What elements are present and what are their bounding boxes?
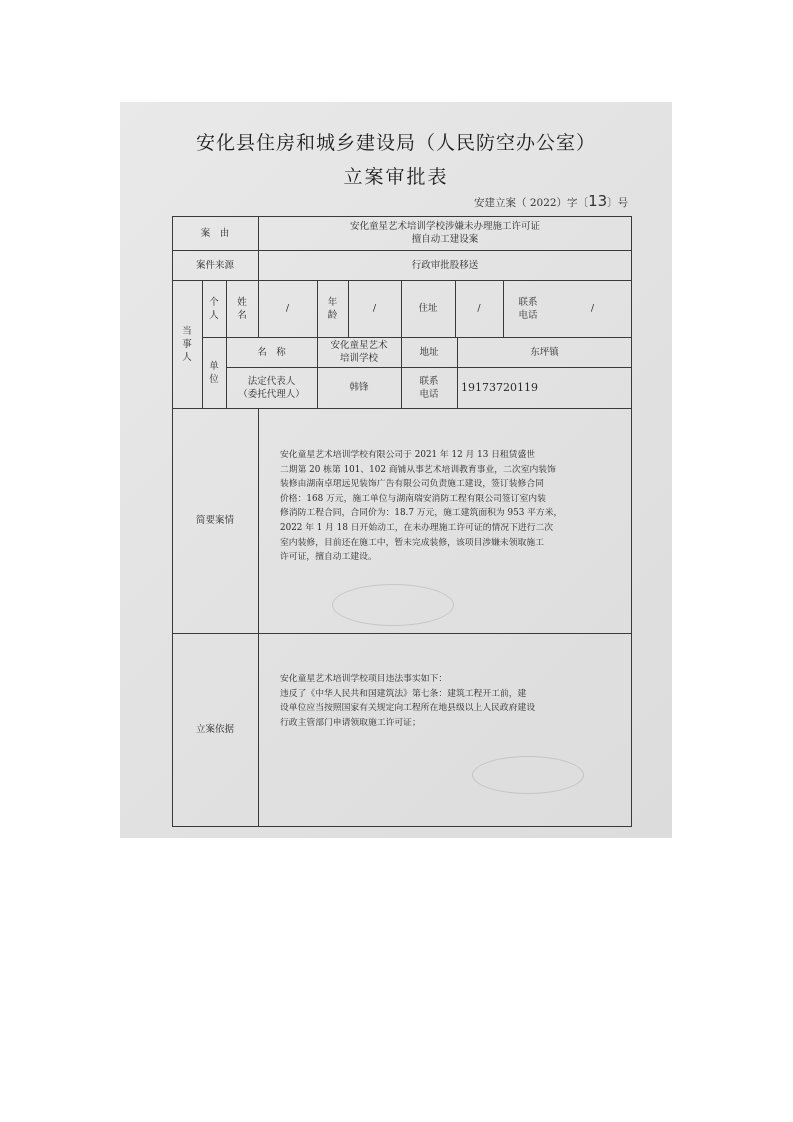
legal-rep-value: 韩锋 (349, 382, 369, 393)
approval-form-table (172, 216, 632, 828)
unit-phone-label-line-2: 电话 (419, 388, 439, 400)
name-value: / (285, 303, 290, 314)
age-label (317, 280, 348, 337)
address-value: / (477, 303, 481, 314)
case-source-value: 行政审批股移送 (411, 259, 479, 271)
party-label (172, 280, 202, 408)
unit-address-value: 东坪镇 (530, 346, 559, 358)
phone-label (503, 280, 553, 337)
legal-rep-label-line-1: 法定代表人 (247, 375, 296, 387)
summary-text: 安化童星艺术培训学校有限公司于 2021 年 12 月 13 日租赁盛世 二期第 20 栋第 101、102 商铺从事艺术培训教育事业，二次室内装饰 装修由湖南卓珺远见装饰广告有限公司负责施工建设，签订装修合同 价格：168 万元，施工单位与湖南瑞安消防工程有限公司签订室内装 修消防工程合同，合同价为：18.7 万元，施工建筑面积为 953 平方米， 2022 年 1 月 18 日开始动工，在未办理施工许可证的情况下进行二次 室内装修，目前还在施工中，暂未完成装修，该项目涉嫌未领取施工 许可证，擅自动工建设。 (280, 450, 563, 563)
basis-label: 立案依据 (195, 724, 234, 735)
age-label-char-1: 年 (327, 296, 338, 308)
party-label-char-3: 人 (182, 351, 192, 363)
individual-label (202, 280, 226, 337)
case-reason-line-2: 擅自动工建设案 (411, 234, 479, 245)
individual-label-char-2: 人 (209, 309, 219, 321)
phone-label-line-1: 联系 (518, 296, 538, 308)
age-value: / (372, 303, 377, 314)
unit-label-char-2: 位 (209, 373, 219, 385)
name-label (226, 280, 258, 337)
legal-rep-label (226, 367, 317, 408)
unit-label-char-1: 单 (209, 360, 219, 372)
unit-name-line-1: 安化童星艺术 (330, 340, 388, 351)
case-reason-label: 案 由 (200, 227, 230, 239)
summary-label: 简要案情 (195, 515, 234, 526)
document-photo (120, 102, 672, 838)
phone-label-line-2: 电话 (518, 309, 538, 321)
document-subtitle: 立案审批表 (343, 166, 449, 188)
unit-name-value (317, 337, 401, 367)
legal-rep-label-line-2: （委托代理人） (238, 388, 305, 400)
phone-value: / (590, 303, 595, 314)
unit-name-line-2: 培训学校 (339, 353, 378, 364)
case-reason-value (258, 216, 632, 250)
unit-name-label: 名 称 (257, 346, 286, 358)
case-number: 13 (588, 192, 608, 210)
unit-address-label: 地址 (419, 346, 439, 358)
party-label-char-1: 当 (182, 325, 192, 337)
unit-phone-value: 19173720119 (461, 381, 538, 394)
case-reason-line-1: 安化童星艺术培训学校涉嫌未办理施工许可证 (349, 221, 540, 232)
case-number-line (474, 192, 628, 210)
basis-text: 安化童星艺术培训学校项目违法事实如下： 违反了《中华人民共和国建筑法》第七条：建筑工程开工前，建 设单位应当按照国家有关规定向工程所在地县级以上人民政府建设 行政主管部门申请领取施工许可证； (280, 674, 536, 728)
case-number-prefix: 安建立案（ 2022）字〔 (474, 197, 589, 209)
name-label-char-1: 姓 (237, 296, 247, 308)
case-number-suffix: 〕号 (607, 197, 629, 209)
case-source-label: 案件来源 (195, 259, 234, 271)
show-through-mark (472, 756, 584, 794)
unit-label (202, 337, 226, 408)
unit-phone-label-line-1: 联系 (419, 375, 439, 387)
individual-label-char-1: 个 (209, 296, 219, 308)
name-label-char-2: 名 (237, 309, 247, 321)
party-label-char-2: 事 (182, 338, 192, 350)
show-through-mark (332, 584, 454, 626)
address-label: 住址 (418, 303, 438, 314)
unit-phone-label (401, 367, 457, 408)
document-title: 安化县住房和城乡建设局（人民防空办公室） (195, 132, 596, 154)
age-label-char-2: 龄 (327, 309, 338, 321)
